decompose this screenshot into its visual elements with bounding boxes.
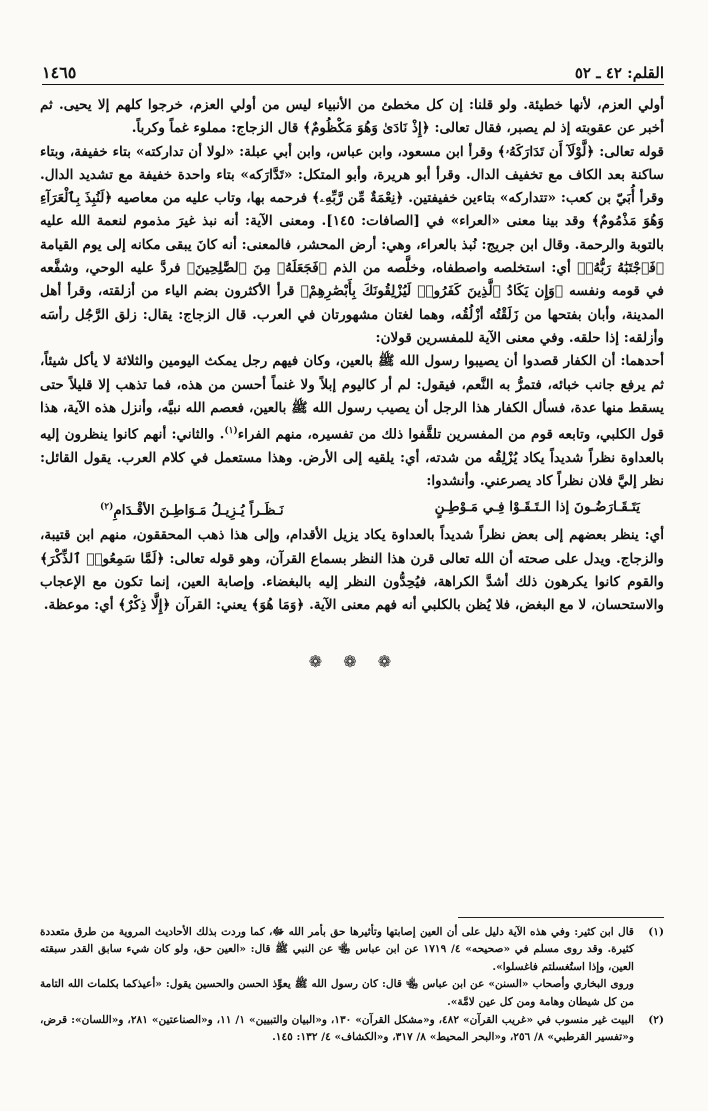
footnote bbox=[40, 1012, 664, 1047]
footnote-ref[interactable]: (٢) bbox=[100, 501, 114, 512]
footnote-ref[interactable]: (١) bbox=[224, 426, 238, 437]
verse-first-hemistich: يَتَـقَـارَضُـونَ إذا الـتَـقَـوْا فِـي مَـوْطِـنٍ bbox=[434, 498, 640, 515]
footnote-number: (١) bbox=[648, 926, 664, 938]
section-label: أحدهما: bbox=[620, 353, 664, 370]
paragraph: أحدهما: أن الكفار قصدوا أن يصيبوا رسول الله ﷺ بالعين، وكان فيهم رجل يمكث اليومين والثلاثة لا يأكل شيئاً، ثم يرفع جانب خبائه، فتمرُّ به النَّعم، فيقول: لم أر كاليوم إبلاً ولا غنماً أحسن من هذه، فما تذهب إلا قليلاً حتى يسقط منها عدة، فسأل الكفار هذا الرجل أن يصيب رسول الله ﷺ بالعين، فعصم الله نبيَّه، وأنزل هذه الآية، هذا قول الكلبي، وتابعه قوم من المفسرين تلقَّفوا ذلك من تفسيره، منهم الفراء$^{(١)}$. والثاني: أنهم كانوا ينظرون إليه بالعداوة نظراً شديداً يكاد يُزْلِقُه من شدته، أي: يلقيه إلى الأرض. وهذا مستعمل في كلام العرب. يقول القائل: نظر إليَّ فلان نظراً كاد يصرعني. وأنشدوا: bbox=[40, 353, 665, 490]
verse-second-hemistich: نَـظَـراً يُـزِيـلُ مَـوَاطِـنَ الأقْـدَامِ$^{(٢)}$ bbox=[100, 501, 284, 519]
footnotes bbox=[40, 924, 664, 1048]
paragraph: قوله تعالى: ﴿لَّوْلَآ أَن تَدَارَكَهُۥ﴾ وقرأ ابن مسعود، وابن عباس، وابن أبي عبلة: «لولا أن تداركته» بتاء خفيفة، وبتاء ساكنة بعد الكاف مع تخفيف الدال. وقرأ أبو هريرة، وأبو المتكل: «تَدَّارَكه» بتاء واحدة خفيفة مع تشديد الدال. وقرأ أُبَيّ بن كعب: «تتداركه» بتاءين خفيفتين. ﴿نِعْمَةٌ مِّن رَّبِّهِۦ﴾ فرحمه بها، وتاب عليه من معاصيه ﴿لَنُبِذَ بِٱلْعَرَآءِ وَهُوَ مَذْمُومٌ﴾ وقد بينا معنى «العراء» في [الصافات: ١٤٥]. ومعنى الآية: أنه نبذ غيرَ مذموم لنعمة الله عليه بالتوبة والرحمة. وقال ابن جريج: نُبذ بالعراء، وهي: أرض المحشر، فالمعنى: أنه كانَ يبقى مكانه إلى يوم القيامة ﴿فَٱجْتَبَٰهُ رَبُّهُۥ﴾ أي: استخلصه واصطفاه، وخلَّصه من الذم ﴿فَجَعَلَهُۥ مِنَ ٱلصَّٰلِحِينَ﴾ فردَّ عليه الوحي، وشفَّعه في قومه ونفسه ﴿وَإِن يَكَادُ ٱلَّذِينَ كَفَرُوا۟ لَيُزْلِقُونَكَ بِأَبْصَٰرِهِمْ﴾ قرأ الأكثرون بضم الياء من أزلقته، وقرأ أهل المدينة، وأبان بفتحها من زَلَقْتُه أزْلُقُه، وهما لغتان مشهورتان في العرب. قال الزجاج: يقال: زلق الرَّجُل رأسَه وأزلقه: إذا حلقه. وفي معنى الآية للمفسرين قولان: bbox=[40, 143, 664, 346]
main-text bbox=[40, 94, 664, 618]
paragraph: أولي العزم، لأنها خطيئة. ولو قلنا: إن كل مخطئ من الأنبياء ليس من أولي العزم، خرجوا كلهم إلا يحيى. ثم أخبر عن عقوبته إذ لم يصبر، فقال تعالى: ﴿إِذْ نَادَىٰ وَهُوَ مَكْظُومٌ﴾ قال الزجاج: مملوء غماً وكرباً. bbox=[40, 97, 664, 137]
section-label: والثاني: bbox=[171, 426, 215, 443]
poetry-verse bbox=[100, 496, 640, 523]
surah-range-title: القلم: ٤٢ ـ ٥٢ bbox=[574, 64, 664, 82]
section-label: قوله تعالى: bbox=[599, 143, 664, 160]
footnote-divider bbox=[458, 917, 664, 918]
section-separator: ❁ ❁ ❁ bbox=[308, 652, 400, 671]
footnote-text: قال ابن كثير: وفي هذه الآية دليل على أن العين إصابتها وتأثيرها حق بأمر الله ﷻ، كما وردت بذلك الأحاديث المروية من طرق متعددة كثيرة. وقد روى مسلم في «صحيحه» ٤/ ١٧١٩ عن ابن عباس ﵄ عن النبي ﷺ قال: «العين حق، ولو كان شيء سابق القدر سبقته العين، وإذا استُغسلتم فاغسلوا». bbox=[40, 926, 635, 973]
footnote-number: (٢) bbox=[648, 1014, 664, 1027]
running-header bbox=[42, 54, 664, 85]
footnote bbox=[40, 924, 664, 1011]
footnote-text: وروى البخاري وأصحاب «السنن» عن ابن عباس ﵄ قال: كان رسول الله ﷺ يعوِّذ الحسن والحسين يقول: «أعيذكما بكلمات الله التامة من كل شيطان وهامة ومن كل عين لامَّة». bbox=[40, 978, 634, 1008]
paragraph: أي: ينظر بعضهم إلى بعض نظراً شديداً بالعداوة يكاد يزيل الأقدام، وإلى هذا ذهب المحققون، منهم ابن قتيبة، والزجاج. ويدل على صحته أن الله تعالى قرن هذا النظر بسماع القرآن، وهو قوله تعالى: ﴿لَمَّا سَمِعُوا۟ ٱلذِّكْرَ﴾ والقوم كانوا يكرهون ذلك أشدَّ الكراهة، فيُحِدُّون النظر إليه بالبغضاء. وإصابة العين، إنما تكون مع الإعجاب والاستحسان، لا مع البغض، فلا يُظن بالكلبي أنه فهم معنى الآية. ﴿وَمَا هُوَ﴾ يعني: القرآن ﴿إِلَّا ذِكْرٌ﴾ أي: موعظة. bbox=[40, 527, 664, 614]
page-number: ١٤٦٥ bbox=[42, 63, 77, 82]
footnote-text: البيت غير منسوب في «غريب القرآن» ٤٨٢، و«مشكل القرآن» ١٣٠، و«البيان والتبيين» ١/ ١١، و«الصناعتين» ٢٨١، و«اللسان»: قرض، و«تفسير القرطبي» ٨/ ٢٥٦، و«البحر المحيط» ٨/ ٣١٧، و«الكشاف» ٤/ ١٣٢: ١٤٥. bbox=[40, 1014, 634, 1044]
